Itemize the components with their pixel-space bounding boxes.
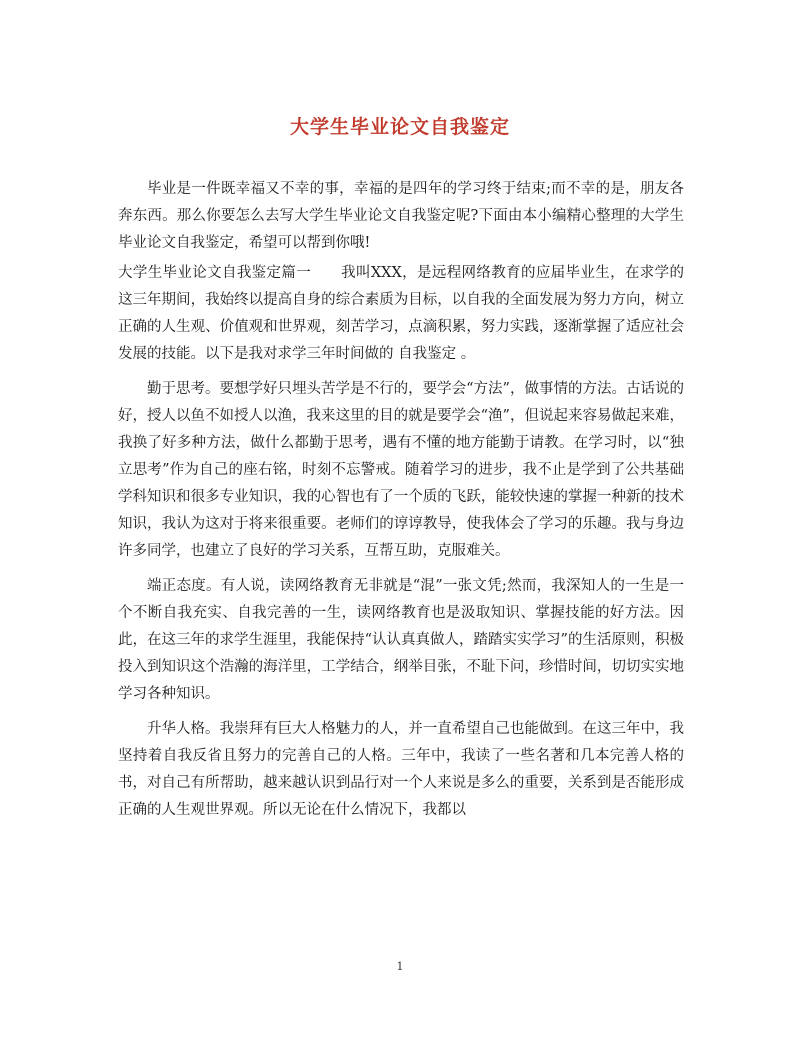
section-heading: 大学生毕业论文自我鉴定篇一 <box>118 265 312 281</box>
section-one-paragraph <box>118 260 684 368</box>
paragraph-attitude: 端正态度。有人说，读网络教育无非就是“混”一张文凭;然而，我深知人的一生是一个不断自我充实、自我完善的一生，读网络教育也是汲取知识、掌握技能的好方法。因此，在这三年的求学生涯里，我能保持“认认真真做人，踏踏实实学习”的生活原则，积极投入到知识这个浩瀚的海洋里，工学结合，纲举目张，不耻下问，珍惜时间，切切实实地学习各种知识。 <box>118 578 684 702</box>
page-number: 1 <box>396 960 404 973</box>
document-title: 大学生毕业论文自我鉴定 <box>289 116 510 138</box>
paragraph-thinking: 勤于思考。要想学好只埋头苦学是不行的，要学会“方法”，做事情的方法。古话说的好，授人以鱼不如授人以渔，我来这里的目的就是要学会“渔”，但说起来容易做起来难，我换了好多种方法，做什么都勤于思考，遇有不懂的地方能勤于请教。在学习时，以“独立思考”作为自己的座右铭，时刻不忘警戒。随着学习的进步，我不止是学到了公共基础学科知识和很多专业知识，我的心智也有了一个质的飞跃，能较快速的掌握一种新的技术知识，我认为这对于将来很重要。老师们的谆谆教导，使我体会了学习的乐趣。我与身边许多同学，也建立了良好的学习关系，互帮互助，克服难关。 <box>118 381 684 559</box>
intro-paragraph: 毕业是一件既幸福又不幸的事，幸福的是四年的学习终于结束;而不幸的是，朋友各奔东西。那么你要怎么去写大学生毕业论文自我鉴定呢?下面由本小编精心整理的大学生毕业论文自我鉴定，希望可以帮到你哦! <box>118 181 684 251</box>
section-intro-text: 我叫XXX，是远程网络教育的应届毕业生，在求学的这三年期间，我始终以提高自身的综合素质为目标，以自我的全面发展为努力方向，树立正确的人生观、价值观和世界观，刻苦学习，点滴积累，努力实践，逐渐掌握了适应社会发展的技能。以下是我对求学三年时间做的 自我鉴定 。 <box>118 265 685 362</box>
paragraph-personality: 升华人格。我崇拜有巨大人格魅力的人，并一直希望自己也能做到。在这三年中，我坚持着自我反省且努力的完善自己的人格。三年中，我读了一些名著和几本完善人格的书，对自己有所帮助，越来越认识到品行对一个人来说是多么的重要，关系到是否能形成正确的人生观世界观。所以无论在什么情况下，我都以 <box>118 721 684 818</box>
document-body <box>118 176 684 832</box>
